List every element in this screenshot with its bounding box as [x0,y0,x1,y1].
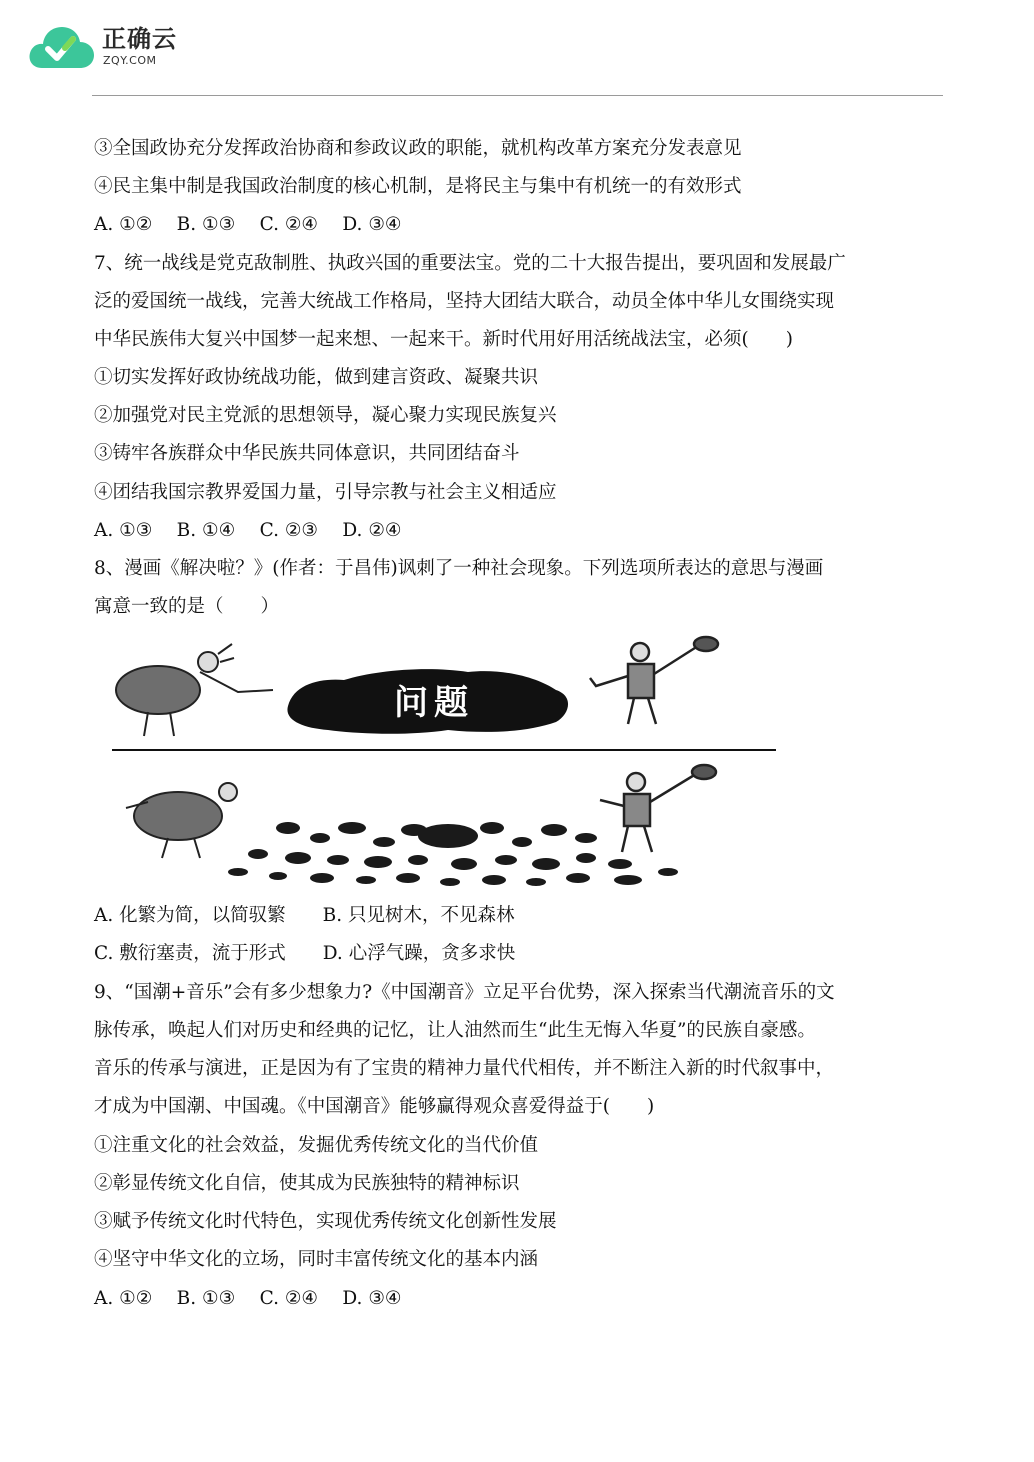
answer-choices: A. ①② B. ①③ C. ②④ D. ③④ [94,1288,402,1309]
problem-label: 问题 [394,683,474,723]
problem-rock [287,669,568,734]
question-text: 9、“国潮+音乐”会有多少想象力?《中国潮音》立足平台优势，深入探索当代潮流音乐的文 [94,982,835,1003]
brand-domain: ZQY.COM [103,54,157,67]
question-text: 泛的爱国统一战线，完善大统战工作格局，坚持大团结大联合，动员全体中华儿女围绕实现 [94,291,835,312]
option-line: ①注重文化的社会效益，发掘优秀传统文化的当代价值 [94,1135,539,1156]
figure-left-bottom [126,783,237,858]
option-line: ①切实发挥好政协统战功能，做到建言资政、凝聚共识 [94,367,539,388]
question-text: 音乐的传承与演进，正是因为有了宝贵的精神力量代代相传，并不断注入新的时代叙事中， [94,1058,835,1079]
rock-fragments [228,822,678,886]
question-text: 7、统一战线是党克敌制胜、执政兴国的重要法宝。党的二十大报告提出，要巩固和发展最广 [94,253,846,274]
cloud-check-logo-icon [28,22,96,72]
option-line: ②加强党对民主党派的思想领导，凝心聚力实现民族复兴 [94,405,557,426]
option-line: ③赋予传统文化时代特色，实现优秀传统文化创新性发展 [94,1211,557,1232]
header-divider [92,95,943,96]
question-text: 脉传承，唤起人们对历史和经典的记忆，让人油然而生“此生无悔入华夏”的民族自豪感。 [94,1020,816,1041]
figure-right-top [590,637,718,724]
answer-choices: A. ①③ B. ①④ C. ②③ D. ②④ [94,520,402,541]
figure-right-bottom [600,765,716,852]
question-text: 8、漫画《解决啦？》(作者：于昌伟)讽刺了一种社会现象。下列选项所表达的意思与漫画 [94,558,824,579]
cartoon-illustration [108,632,780,894]
option-line: ③铸牢各族群众中华民族共同体意识，共同团结奋斗 [94,443,520,464]
figure-left-top [116,644,273,736]
question-text: 才成为中国潮、中国魂。《中国潮音》能够赢得观众喜爱得益于( ) [94,1096,655,1117]
option-line: ④团结我国宗教界爱国力量，引导宗教与社会主义相适应 [94,482,557,503]
answer-choices: A. ①② B. ①③ C. ②④ D. ③④ [94,214,402,235]
brand-name: 正确云 [102,25,177,53]
option-line: ④坚守中华文化的立场，同时丰富传统文化的基本内涵 [94,1249,539,1270]
answer-choices: A. 化繁为简，以简驭繁 B. 只见树木，不见森林 [94,905,515,926]
page-header [0,0,1034,100]
answer-choices: C. 敷衍塞责，流于形式 D. 心浮气躁，贪多求快 [94,943,516,964]
option-line: ④民主集中制是我国政治制度的核心机制，是将民主与集中有机统一的有效形式 [94,176,742,197]
question-text: 中华民族伟大复兴中国梦一起来想、一起来干。新时代用好用活统战法宝，必须( ) [94,329,793,350]
option-line: ③全国政协充分发挥政治协商和参政议政的职能，就机构改革方案充分发表意见 [94,138,742,159]
option-line: ②彰显传统文化自信，使其成为民族独特的精神标识 [94,1173,520,1194]
question-text: 寓意一致的是（ ） [94,596,280,617]
